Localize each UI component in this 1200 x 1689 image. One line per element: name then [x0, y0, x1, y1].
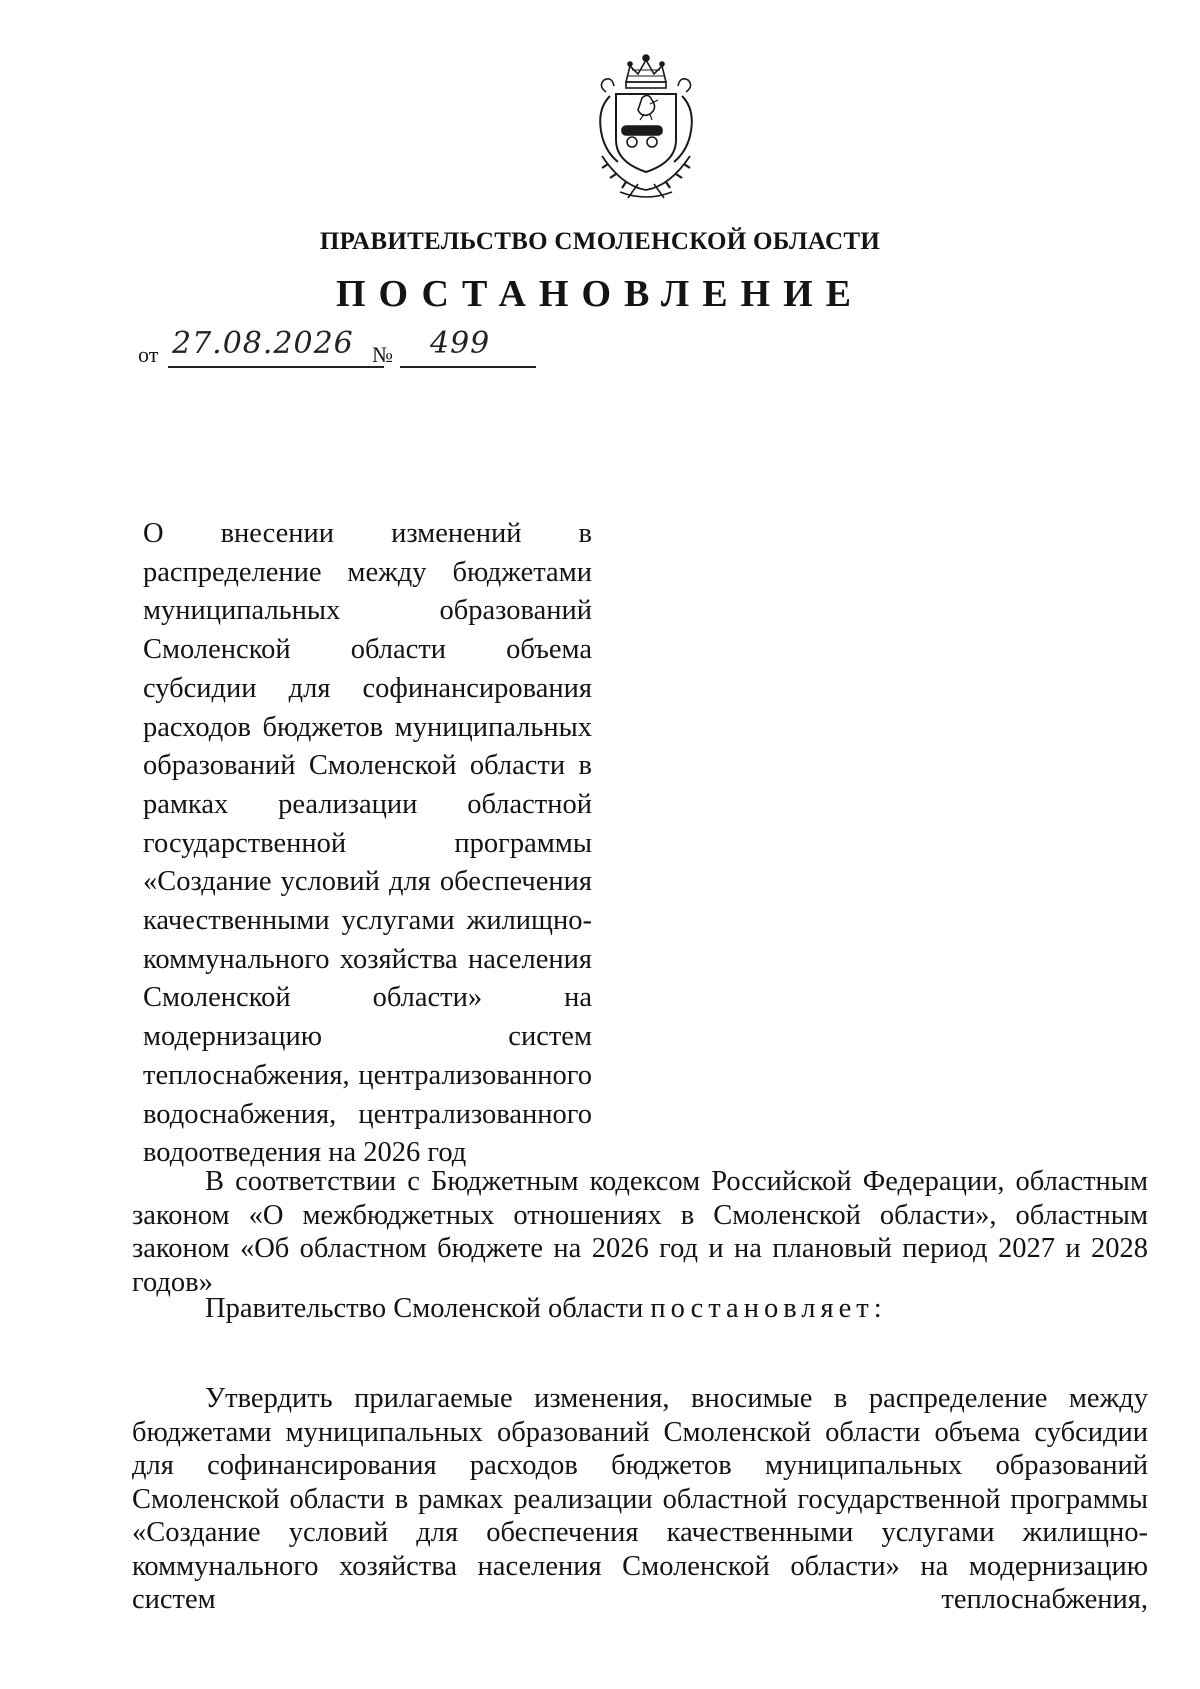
government-name: ПРАВИТЕЛЬСТВО СМОЛЕНСКОЙ ОБЛАСТИ	[319, 228, 881, 255]
preamble-paragraph: В соответствии с Бюджетным кодексом Российской Федерации, областным законом «О межбюджетных отношениях в Смоленской области», областным законом «Об областном бюджете на 2026 год и на плановый период 2027 и 2028 годов»	[132, 1166, 1148, 1298]
number-underline	[400, 366, 536, 368]
registration-number: 499	[430, 326, 491, 361]
registration-line	[138, 326, 558, 376]
number-prefix: №	[372, 342, 393, 367]
smolensk-emblem-icon	[580, 52, 712, 202]
date-underline	[168, 366, 384, 368]
decision-paragraph	[132, 1382, 1148, 1617]
document-subject	[143, 515, 592, 1173]
registration-date: 27.08.2026	[172, 326, 354, 361]
date-prefix: от	[138, 342, 159, 367]
decision-text: Утвердить прилагаемые изменения, вносимые в распределение между бюджетами муниципальных образований Смоленской области объема субсидии для софинансирования расходов бюджетов муниципальных образований Смоленской области в рамках реализации областной государственной программы «Создание условий для обеспечения качественными услугами жилищно-коммунального хозяйства населения Смоленской области» на модернизацию систем теплоснабжения,	[132, 1383, 1148, 1615]
resolution-clause	[132, 1292, 1148, 1326]
document-type-title: ПОСТАНОВЛЕНИЕ	[335, 273, 865, 315]
resolves-subject: Правительство Смоленской области	[205, 1293, 644, 1324]
subject-text: О внесении изменений в распределение между бюджетами муниципальных образований Смоленской области объема субсидии для софинансирования расходов бюджетов муниципальных образований Смоленской области в рамках реализации областной государственной программы «Создание условий для обеспечения качественными услугами жилищно-коммунального хозяйства населения Смоленской области» на модернизацию систем теплоснабжения, централизованного водоснабжения, централизованного водоотведения на 2026 год	[143, 518, 592, 1169]
resolves-verb: постановляет:	[650, 1293, 887, 1324]
